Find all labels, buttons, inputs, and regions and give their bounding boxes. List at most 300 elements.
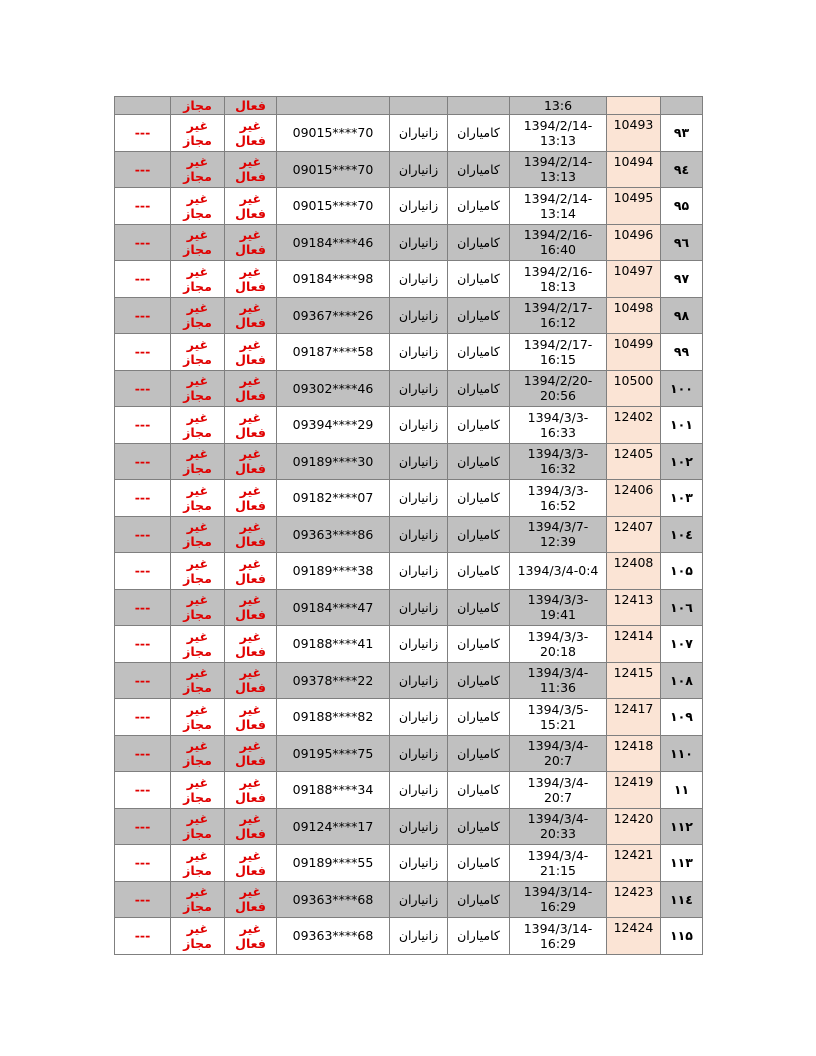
status-active-cell [225,334,277,371]
operator-cell: زانیاران [390,334,448,371]
date-cell [510,735,607,772]
place-cell: کامیاران [448,735,510,772]
date-line2: 20:56 [539,388,577,404]
date-line2: 16:29 [539,935,577,951]
row-number-cell [661,97,703,115]
operator-cell: زانیاران [390,407,448,444]
status-permit-cell [171,589,225,626]
status-permit-line1: غیر [186,263,209,279]
status-permit-cell [171,626,225,663]
status-permit-cell [171,772,225,809]
status-active-line1: غیر [239,409,262,425]
status-permit-line2: مجاز [183,789,212,805]
date-cell: 13:6 [510,97,607,115]
date-line1: 1394/3/14- [523,920,593,936]
phone-cell: 09302****46 [277,370,390,407]
place-cell: کامیاران [448,772,510,809]
phone-cell: 09184****46 [277,224,390,261]
row-number-cell: ۱۱۳ [661,845,703,882]
dash-cell: --- [115,443,171,480]
dash-cell: --- [115,334,171,371]
dash-cell: --- [115,918,171,955]
status-permit-line2: مجاز [183,899,212,915]
records-table [114,96,703,955]
status-permit-line2: مجاز [183,315,212,331]
status-active-line1: غیر [239,701,262,717]
dash-cell [115,97,171,115]
status-active-cell [225,115,277,152]
dash-cell: --- [115,699,171,736]
status-permit-line2: مجاز [183,570,212,586]
status-active-line1: غیر [239,154,262,170]
date-line2: 11:36 [539,680,577,696]
place-cell: کامیاران [448,480,510,517]
date-line1: 1394/3/4- [527,738,589,754]
status-active-line2: فعال [235,169,266,185]
status-active-line2: فعال [235,534,266,550]
id-cell: 10497 [607,261,661,298]
operator-cell: زانیاران [390,516,448,553]
row-number-cell: ۱۰٦ [661,589,703,626]
table-row [115,553,703,590]
status-active-cell [225,589,277,626]
status-permit-line2: مجاز [183,388,212,404]
id-cell: 12418 [607,735,661,772]
status-active-line2: فعال [235,242,266,258]
date-cell [510,881,607,918]
date-cell [510,115,607,152]
status-active-cell [225,881,277,918]
row-number-cell: ۱۰۲ [661,443,703,480]
operator-cell: زانیاران [390,881,448,918]
date-line2: 16:33 [539,424,577,440]
status-permit-cell [171,443,225,480]
status-active-line2: فعال [235,753,266,769]
date-cell [510,480,607,517]
status-active-line2: فعال [235,935,266,951]
table-row [115,334,703,371]
row-number-cell: ۱۱۰ [661,735,703,772]
date-line1: 1394/3/3- [527,446,589,462]
dash-cell: --- [115,845,171,882]
operator-cell: زانیاران [390,370,448,407]
place-cell [448,97,510,115]
row-number-cell: ۹۵ [661,188,703,225]
operator-cell: زانیاران [390,918,448,955]
status-permit-line1: غیر [186,154,209,170]
status-permit-cell [171,115,225,152]
status-permit-cell [171,297,225,334]
operator-cell: زانیاران [390,589,448,626]
phone-cell: 09184****98 [277,261,390,298]
status-permit-line1: غیر [186,519,209,535]
status-active-line2: فعال [235,826,266,842]
id-cell: 12421 [607,845,661,882]
status-active-cell [225,224,277,261]
table-row [115,261,703,298]
id-cell: 10494 [607,151,661,188]
date-cell [510,443,607,480]
row-number-cell: ۹٤ [661,151,703,188]
operator-cell: زانیاران [390,553,448,590]
phone-cell: 09189****55 [277,845,390,882]
status-active-line2: فعال [235,570,266,586]
table-row [115,407,703,444]
dash-cell: --- [115,407,171,444]
status-permit-line1: غیر [186,847,209,863]
operator-cell: زانیاران [390,297,448,334]
row-number-cell: ۱۰۳ [661,480,703,517]
status-active-line2: فعال [235,351,266,367]
date-cell [510,334,607,371]
date-line2: 16:32 [539,461,577,477]
row-number-cell: ۱۰۱ [661,407,703,444]
status-active-cell [225,443,277,480]
status-permit-cell [171,261,225,298]
status-active-line2: فعال [235,643,266,659]
place-cell: کامیاران [448,443,510,480]
dash-cell: --- [115,735,171,772]
date-line1: 1394/3/3- [527,592,589,608]
place-cell: کامیاران [448,845,510,882]
place-cell: کامیاران [448,662,510,699]
row-number-cell: ۹٦ [661,224,703,261]
phone-cell: 09015****70 [277,151,390,188]
id-cell: 12420 [607,808,661,845]
status-permit-line2: مجاز [183,607,212,623]
dash-cell: --- [115,261,171,298]
phone-cell: 09188****41 [277,626,390,663]
status-active-cell [225,480,277,517]
status-permit-line2: مجاز [183,643,212,659]
status-active-line1: غیر [239,592,262,608]
status-active-line1: غیر [239,884,262,900]
date-line2: 13:13 [539,132,577,148]
place-cell: کامیاران [448,334,510,371]
date-line1: 1394/3/7- [527,519,589,535]
date-line1: 1394/3/14- [523,884,593,900]
row-number-cell: ۱۱۲ [661,808,703,845]
id-cell: 12414 [607,626,661,663]
id-cell: 12424 [607,918,661,955]
status-active-line1: غیر [239,628,262,644]
date-line2: 15:21 [539,716,577,732]
date-cell [510,297,607,334]
place-cell: کامیاران [448,151,510,188]
phone-cell: 09363****68 [277,881,390,918]
status-active-line2: فعال [235,716,266,732]
phone-cell: 09187****58 [277,334,390,371]
place-cell: کامیاران [448,188,510,225]
phone-cell: 09189****30 [277,443,390,480]
status-active-line2: فعال [235,315,266,331]
status-active-line2: فعال [235,862,266,878]
status-permit-line2: مجاز [183,132,212,148]
date-cell [510,553,607,590]
status-active-line2: فعال [235,132,266,148]
date-line2: 21:15 [539,862,577,878]
phone-cell: 09195****75 [277,735,390,772]
date-line2: 20:7 [543,789,573,805]
status-active-line1: غیر [239,190,262,206]
phone-cell: 09363****68 [277,918,390,955]
id-cell: 12405 [607,443,661,480]
date-cell [510,516,607,553]
status-permit-line2: مجاز [183,534,212,550]
place-cell: کامیاران [448,589,510,626]
status-active-cell [225,261,277,298]
status-active-line1: غیر [239,300,262,316]
row-number-cell: ۱۰٤ [661,516,703,553]
id-cell: 12407 [607,516,661,553]
status-permit-line1: غیر [186,592,209,608]
date-line1: 1394/3/5- [527,701,589,717]
status-active-cell [225,662,277,699]
status-active-line2: فعال [235,497,266,513]
date-line2: 19:41 [539,607,577,623]
date-line1: 1394/3/4- [527,847,589,863]
id-cell: 10495 [607,188,661,225]
status-active-line2: فعال [235,424,266,440]
id-cell: 10496 [607,224,661,261]
status-permit-line1: غیر [186,555,209,571]
dash-cell: --- [115,662,171,699]
status-active-cell [225,553,277,590]
table-row [115,224,703,261]
row-number-cell: ۱۰۷ [661,626,703,663]
date-cell [510,626,607,663]
status-permit-line2: مجاز [183,242,212,258]
status-active-line2: فعال [235,789,266,805]
place-cell: کامیاران [448,553,510,590]
status-permit-cell [171,881,225,918]
date-line1: 1394/2/14- [523,154,593,170]
status-permit-cell [171,735,225,772]
status-permit-line2: مجاز [183,716,212,732]
phone-cell: 09367****26 [277,297,390,334]
status-permit-line2: مجاز [183,753,212,769]
operator-cell: زانیاران [390,662,448,699]
status-permit-line1: غیر [186,920,209,936]
status-active-line1: غیر [239,811,262,827]
status-active-cell [225,845,277,882]
phone-cell: 09182****07 [277,480,390,517]
id-cell: 10493 [607,115,661,152]
date-line1: 1394/3/4- [527,774,589,790]
id-cell: 12417 [607,699,661,736]
dash-cell: --- [115,772,171,809]
table-row [115,735,703,772]
date-line2: 20:33 [539,826,577,842]
operator-cell: زانیاران [390,115,448,152]
status-permit-cell [171,224,225,261]
status-permit-line2: مجاز [183,497,212,513]
place-cell: کامیاران [448,297,510,334]
status-active-line1: غیر [239,738,262,754]
status-permit-line2: مجاز [183,205,212,221]
status-permit-cell [171,151,225,188]
phone-cell: 09188****82 [277,699,390,736]
status-active-line2: فعال [235,205,266,221]
date-cell [510,224,607,261]
status-active-line1: غیر [239,519,262,535]
status-active-line2: فعال [235,607,266,623]
table-row [115,881,703,918]
id-cell: 12408 [607,553,661,590]
status-active-line1: غیر [239,446,262,462]
status-active-line2: فعال [235,278,266,294]
table-row [115,772,703,809]
date-cell [510,261,607,298]
place-cell: کامیاران [448,808,510,845]
status-active-cell [225,188,277,225]
status-active-line1: غیر [239,555,262,571]
status-active-line1: غیر [239,847,262,863]
date-line1: 1394/3/3- [527,409,589,425]
phone-cell: 09189****38 [277,553,390,590]
status-permit-cell [171,407,225,444]
dash-cell: --- [115,297,171,334]
id-cell: 10499 [607,334,661,371]
date-line1: 1394/2/16- [523,227,593,243]
table-row [115,188,703,225]
table-row [115,516,703,553]
phone-cell: 09015****70 [277,188,390,225]
dash-cell: --- [115,626,171,663]
date-line2: 13:13 [539,169,577,185]
status-active-cell [225,808,277,845]
status-permit-line1: غیر [186,701,209,717]
id-cell: 12423 [607,881,661,918]
operator-cell: زانیاران [390,699,448,736]
phone-cell: 09184****47 [277,589,390,626]
status-active-cell [225,516,277,553]
table-row [115,845,703,882]
table-row [115,443,703,480]
operator-cell: زانیاران [390,188,448,225]
operator-cell: زانیاران [390,151,448,188]
status-active-cell [225,918,277,955]
table-row [115,480,703,517]
date-cell [510,662,607,699]
date-cell [510,188,607,225]
date-line2: 12:39 [539,534,577,550]
date-line1: 1394/2/17- [523,336,593,352]
status-permit-cell: مجاز [171,97,225,115]
table-row [115,370,703,407]
status-permit-line1: غیر [186,738,209,754]
dash-cell: --- [115,881,171,918]
table-row [115,918,703,955]
status-active-line1: غیر [239,482,262,498]
operator-cell: زانیاران [390,772,448,809]
operator-cell: زانیاران [390,480,448,517]
dash-cell: --- [115,224,171,261]
status-permit-line2: مجاز [183,862,212,878]
date-line1: 1394/2/17- [523,300,593,316]
status-active-cell [225,699,277,736]
date-line2: 20:18 [539,643,577,659]
row-number-cell: ۱۰۰ [661,370,703,407]
date-line1: 1394/3/3- [527,482,589,498]
status-active-line2: فعال [235,461,266,477]
id-cell: 12419 [607,772,661,809]
status-active-line2: فعال [235,899,266,915]
date-cell [510,370,607,407]
status-permit-line2: مجاز [183,169,212,185]
id-cell: 12406 [607,480,661,517]
table-row [115,589,703,626]
status-permit-line1: غیر [186,409,209,425]
row-number-cell: ۹۸ [661,297,703,334]
status-permit-line1: غیر [186,482,209,498]
table-row [115,662,703,699]
status-active-line1: غیر [239,665,262,681]
id-cell: 10500 [607,370,661,407]
status-permit-cell [171,845,225,882]
phone-cell: 09188****34 [277,772,390,809]
date-line1: 1394/3/4- [527,665,589,681]
row-number-cell: ۹۹ [661,334,703,371]
phone-cell: 09363****86 [277,516,390,553]
table-row [115,699,703,736]
dash-cell: --- [115,188,171,225]
date-line1: 1394/3/4-0:4 [517,563,599,579]
status-active-line1: غیر [239,774,262,790]
status-permit-line1: غیر [186,665,209,681]
status-active-line2: فعال [235,388,266,404]
date-cell [510,589,607,626]
phone-cell: 09124****17 [277,808,390,845]
date-line2: 16:40 [539,242,577,258]
date-cell [510,699,607,736]
status-permit-line1: غیر [186,373,209,389]
operator-cell: زانیاران [390,735,448,772]
status-permit-cell [171,188,225,225]
row-number-cell: ۱۰۹ [661,699,703,736]
date-line1: 1394/2/14- [523,190,593,206]
status-active-line1: غیر [239,336,262,352]
status-active-cell: فعال [225,97,277,115]
dash-cell: --- [115,115,171,152]
status-permit-line1: غیر [186,300,209,316]
date-line1: 1394/3/4- [527,811,589,827]
dash-cell: --- [115,480,171,517]
status-permit-cell [171,808,225,845]
status-permit-cell [171,370,225,407]
status-permit-cell [171,553,225,590]
status-permit-line1: غیر [186,884,209,900]
id-cell: 12415 [607,662,661,699]
status-permit-cell [171,480,225,517]
status-active-line1: غیر [239,117,262,133]
status-permit-line1: غیر [186,190,209,206]
place-cell: کامیاران [448,224,510,261]
status-active-cell [225,407,277,444]
operator-cell: زانیاران [390,224,448,261]
status-permit-line2: مجاز [183,680,212,696]
row-number-cell: ۱۰۸ [661,662,703,699]
status-active-cell [225,151,277,188]
status-permit-line1: غیر [186,336,209,352]
status-permit-line1: غیر [186,117,209,133]
operator-cell: زانیاران [390,845,448,882]
table-row-partial [115,97,703,115]
date-line2: 16:52 [539,497,577,513]
place-cell: کامیاران [448,881,510,918]
date-cell [510,808,607,845]
status-permit-line2: مجاز [183,351,212,367]
